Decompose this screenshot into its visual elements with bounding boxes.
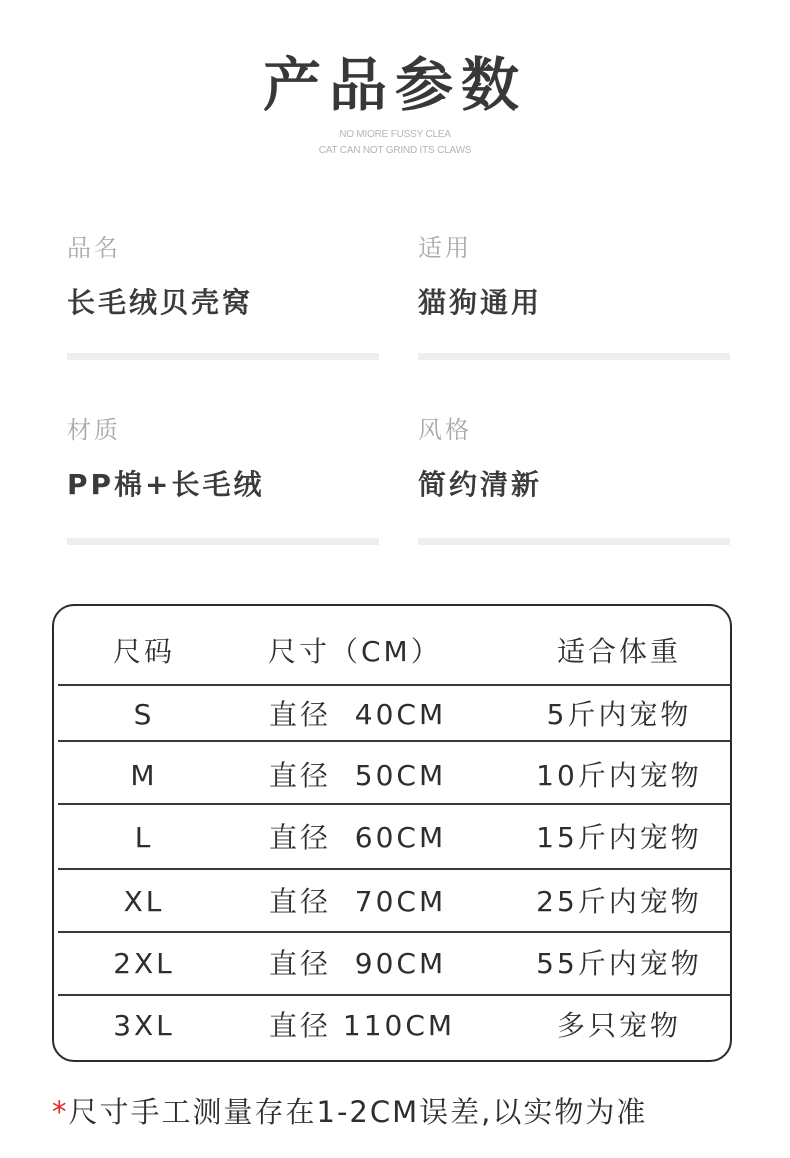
table-divider	[58, 868, 730, 870]
header-size: 尺码	[112, 635, 175, 668]
header-weight: 适合体重	[556, 635, 681, 668]
table-row	[54, 759, 730, 793]
param-value: 长毛绒贝壳窝	[67, 286, 254, 319]
cell-dimension: 直径 60CM	[269, 821, 447, 854]
table-row	[54, 821, 730, 855]
param-label: 风格	[418, 416, 472, 444]
table-divider	[58, 803, 730, 805]
cell-dimension: 直径 70CM	[269, 885, 447, 918]
cell-dimension: 直径 90CM	[269, 947, 447, 980]
cell-size: M	[130, 759, 158, 792]
table-divider	[58, 994, 730, 996]
subtitle-line-2: CAT CAN NOT GRIND ITS CLAWS	[318, 145, 472, 156]
cell-size: 3XL	[113, 1009, 175, 1042]
cell-size: 2XL	[113, 947, 175, 980]
cell-weight: 15斤内宠物	[536, 821, 702, 854]
param-product-name	[67, 228, 379, 321]
param-label: 材质	[67, 416, 121, 444]
cell-weight: 10斤内宠物	[536, 759, 702, 792]
param-label: 品名	[67, 234, 121, 262]
param-style	[418, 410, 730, 503]
table-row	[54, 885, 730, 919]
footnote-text: 尺寸手工测量存在1-2CM误差,以实物为准	[68, 1095, 648, 1129]
table-row	[54, 947, 730, 981]
param-value: 猫狗通用	[418, 286, 543, 319]
size-table	[52, 604, 732, 1062]
cell-dimension: 直径 40CM	[269, 698, 447, 731]
cell-weight: 25斤内宠物	[536, 885, 702, 918]
subtitle-line-1: NO MIORE FUSSY CLEA	[339, 129, 451, 140]
param-applicable	[418, 228, 730, 321]
table-divider	[58, 684, 730, 686]
cell-weight: 5斤内宠物	[546, 698, 692, 731]
footnote-asterisk: *	[52, 1095, 69, 1129]
cell-size: S	[133, 698, 155, 731]
param-divider	[418, 538, 730, 545]
param-value: PP棉+长毛绒	[67, 468, 265, 501]
param-value: 简约清新	[418, 468, 543, 501]
measurement-footnote	[52, 1090, 647, 1131]
param-label: 适用	[418, 234, 472, 262]
table-row	[54, 698, 730, 732]
cell-size: XL	[123, 885, 165, 918]
cell-dimension: 直径 50CM	[269, 759, 447, 792]
table-header-row	[54, 634, 730, 670]
param-divider	[67, 353, 379, 360]
cell-dimension: 直径 110CM	[269, 1009, 456, 1042]
cell-weight: 55斤内宠物	[536, 947, 702, 980]
param-material	[67, 410, 379, 503]
table-divider	[58, 740, 730, 742]
param-divider	[418, 353, 730, 360]
cell-weight: 多只宠物	[556, 1009, 681, 1042]
page-title: 产品参数	[262, 51, 527, 119]
cell-size: L	[134, 821, 154, 854]
table-divider	[58, 931, 730, 933]
param-divider	[67, 538, 379, 545]
header-dimension: 尺寸（CM）	[268, 635, 442, 668]
table-row	[54, 1009, 730, 1043]
